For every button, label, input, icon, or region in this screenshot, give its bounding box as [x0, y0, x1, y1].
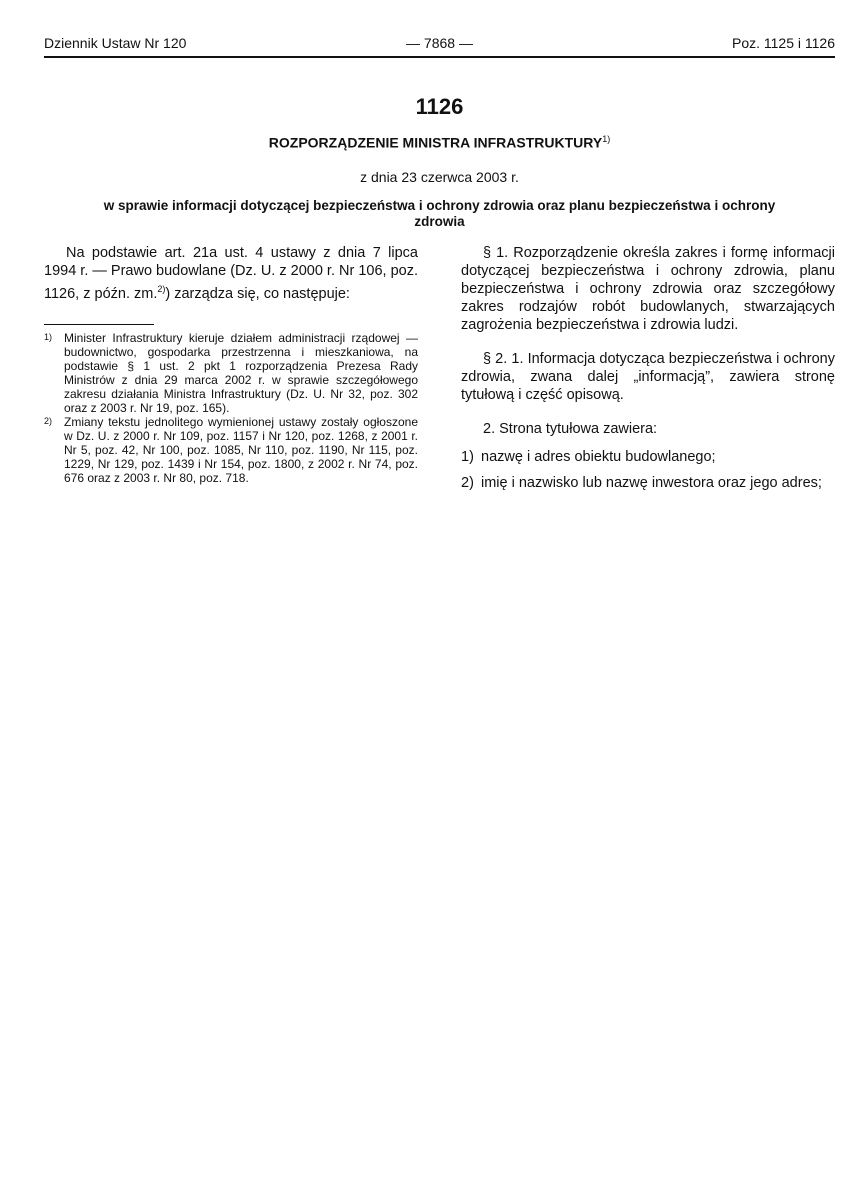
- list-number: 1): [461, 448, 474, 465]
- footnote-1: [44, 331, 418, 415]
- footnote-2: [44, 415, 418, 485]
- section-1-paragraph: § 1. Rozporządzenie określa zakres i formę informacji dotyczącej bezpieczeństwa i ochrony zdrowia, planu bezpieczeństwa i ochrony zdrowia oraz szczegółowy zakres rodzajów robót budowlanych, stwarzających zagrożenia bezpieczeństwa i zdrowia ludzi.: [461, 244, 835, 333]
- section-2-paragraph: § 2. 1. Informacja dotycząca bezpieczeństwa i ochrony zdrowia, zwana dalej „informacją”, zawiera stronę tytułową i część opisową.: [461, 350, 835, 403]
- page-number: — 7868 —: [406, 35, 473, 51]
- footnote-text: Zmiany tekstu jednolitego wymienionej ustawy zostały ogłoszone w Dz. U. z 2000 r. Nr 109, poz. 1157 i Nr 120, poz. 1268, z 2001 r. Nr 5, poz. 42, Nr 100, poz. 1085, Nr 110, poz. 1190, Nr 115, poz. 1229, Nr 129, poz. 1439 i Nr 154, poz. 1800, z 2002 r. Nr 74, poz. 676 oraz z 2003 r. Nr 80, poz. 718.: [64, 415, 418, 486]
- footnote-mark: 1): [44, 332, 53, 343]
- list-text: nazwę i adres obiektu budowlanego;: [481, 448, 716, 465]
- list-item: [461, 474, 835, 492]
- legal-basis-paragraph: [44, 244, 418, 303]
- left-column: [44, 244, 418, 500]
- act-date: z dnia 23 czerwca 2003 r.: [360, 168, 519, 185]
- running-header: [44, 34, 835, 58]
- title-page-intro: 2. Strona tytułowa zawiera:: [483, 420, 658, 437]
- footnote-text: Minister Infrastruktury kieruje działem administracji rządowej — budownictwo, gospodarka przestrzenna i mieszkaniowa, na podstawie § 1 ust. 2 pkt 1 rozporządzenia Prezesa Rady Ministrów z dnia 29 marca 2002 r. w sprawie szczegółowego zakresu działania Ministra Infrastruktury (Dz. U. Nr 32, poz. 302 oraz z 2003 r. Nr 19, poz. 165).: [64, 331, 418, 416]
- act-title-text: ROZPORZĄDZENIE MINISTRA INFRASTRUKTURY: [268, 134, 603, 151]
- legal-basis-footnote-mark: 2): [157, 283, 166, 294]
- footnote-mark: 2): [44, 416, 53, 427]
- document-page: [44, 34, 835, 500]
- footnote-divider: [44, 324, 154, 325]
- list-number: 2): [461, 474, 474, 491]
- body-columns: [44, 244, 835, 500]
- act-title: [44, 130, 835, 152]
- right-column: [461, 244, 835, 500]
- act-number: 1126: [415, 94, 464, 119]
- list-item: [461, 448, 835, 466]
- legal-basis-end: ) zarządza się, co następuje:: [165, 285, 350, 302]
- list-text: imię i nazwisko lub nazwę inwestora oraz jego adres;: [481, 474, 822, 491]
- journal-name: Dziennik Ustaw Nr 120: [44, 35, 187, 51]
- act-subject: w sprawie informacji dotyczącej bezpieczeństwa i ochrony zdrowia oraz planu bezpieczeństwa i ochrony zdrowia: [103, 197, 776, 229]
- legal-basis-text: Na podstawie art. 21a ust. 4 ustawy z dnia 7 lipca 1994 r. — Prawo budowlane (Dz. U. z 2000 r. Nr 106, poz. 1126, z późn. zm.: [44, 244, 418, 302]
- position-range: Poz. 1125 i 1126: [731, 35, 835, 51]
- title-footnote-mark: 1): [602, 134, 611, 144]
